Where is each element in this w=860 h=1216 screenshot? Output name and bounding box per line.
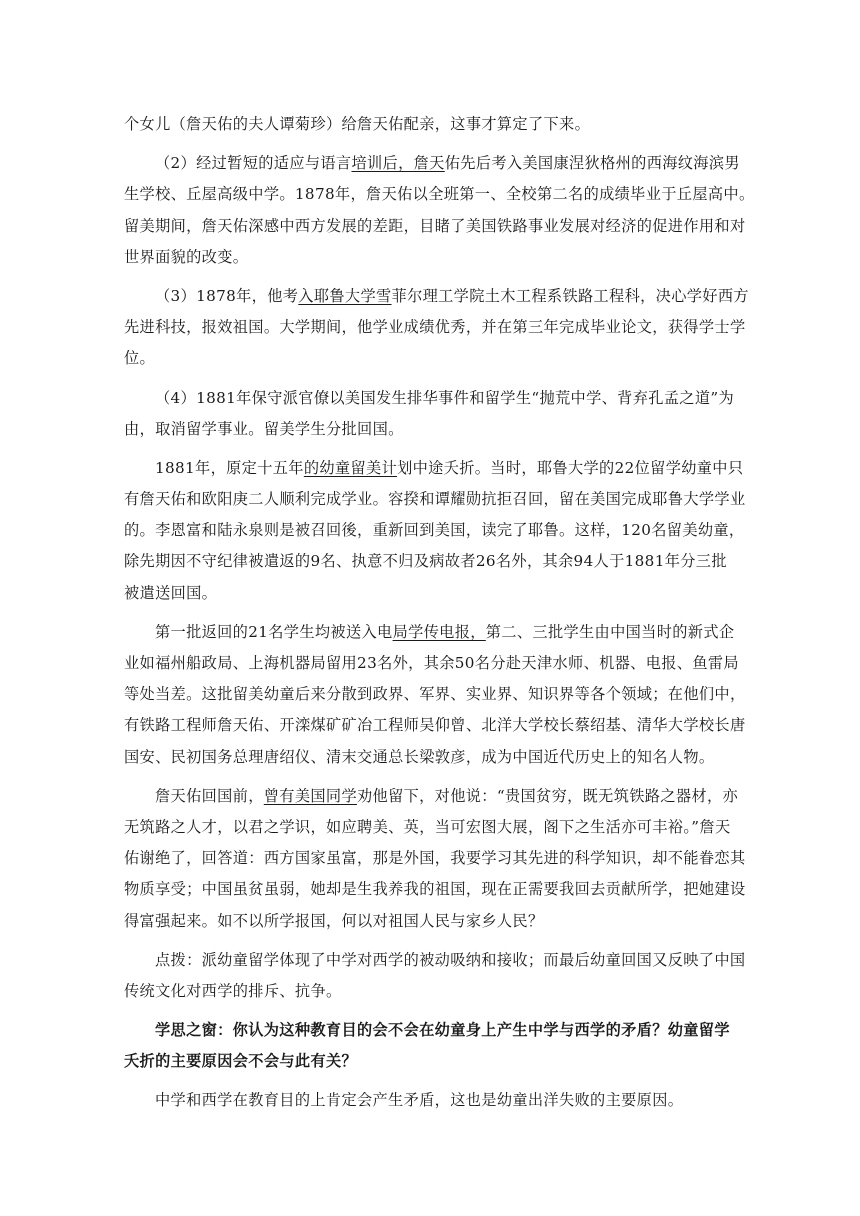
text-run: 菲尔理工学院土木工程系铁路工程科，决心学好西方 — [391, 286, 749, 305]
paragraph-line — [124, 781, 742, 812]
text-run: 的。李恩富和陆永泉则是被召回後，重新回到美国，读完了耶鲁。这样，120名留美幼童， — [124, 521, 745, 540]
paragraph-line — [124, 710, 746, 741]
paragraph-line — [124, 414, 742, 445]
text-run: （2）经过暂短的适应与语言 — [155, 154, 352, 173]
paragraph-line — [124, 945, 746, 976]
text-run: 国安、民初国务总理唐绍仪、清末交通总长梁敦彦，成为中国近代历史上的知名人物。 — [124, 747, 715, 766]
text-run: 被遣送回国。 — [124, 583, 218, 602]
underlined-text: 入耶鲁大学雪 — [298, 286, 392, 305]
text-run: 点拨：派幼童留学体现了中学对西学的被动吸纳和接收；而最后幼童回国又反映了中国 — [155, 950, 746, 969]
text-run: 有詹天佑和欧阳庚二人顺利完成学业。容揆和谭耀勋抗拒召回，留在美国完成耶鲁大学学业 — [124, 490, 746, 509]
underlined-text: 局学传电报， — [392, 622, 486, 641]
paragraph-line — [124, 976, 742, 1007]
paragraph-line — [124, 242, 742, 273]
paragraph-line — [124, 179, 755, 210]
underlined-text: 曾有美国同学 — [263, 786, 357, 805]
paragraph-line — [124, 484, 746, 515]
paragraph-line — [124, 648, 742, 679]
paragraph-line — [124, 211, 746, 242]
text-run: （4）1881年保守派官僚以美国发生排华事件和留学生“抛荒中学、背弃孔孟之道”为 — [155, 388, 735, 407]
text-run: 传统文化对西学的排斥、抗争。 — [124, 981, 342, 1000]
text-run: 佑先后考入美国康涅狄格州的西海纹海滨男 — [444, 154, 740, 173]
text-run: 1881年，原定十五年 — [155, 458, 304, 477]
paragraph-line — [124, 453, 742, 484]
text-run: 学思之窗：你认为这种教育目的会不会在幼童身上产生中学与西学的矛盾？幼童留学 — [155, 1021, 730, 1040]
text-run: 有铁路工程师詹天佑、开滦煤矿矿冶工程师吴仰曾、北洋大学校长蔡绍基、清华大学校长唐 — [124, 716, 746, 735]
paragraph-line — [124, 874, 746, 905]
paragraph-line — [124, 343, 742, 374]
text-run: 除先期因不守纪律被遣返的9名、执意不归及病故者26名外，其余94人于1881年分三批 — [124, 552, 727, 571]
text-run: 生学校、丘屋高级中学。1878年，詹天佑以全班第一、全校第二名的成绩毕业于丘屋高中。 — [124, 185, 755, 204]
text-run: 第二、三批学生由中国当时的新式企 — [485, 622, 735, 641]
paragraph-line — [124, 617, 742, 648]
paragraph-line — [124, 1085, 742, 1116]
underlined-text: 的幼童留美计 — [303, 458, 398, 477]
text-run: 第一批返回的21名学生均被送入电 — [155, 622, 393, 641]
paragraph-line — [124, 515, 745, 546]
paragraph-line — [124, 906, 742, 937]
text-run: 世界面貌的改变。 — [124, 247, 249, 266]
question-heading — [124, 1015, 742, 1046]
text-run: 夭折的主要原因会不会与此有关？ — [124, 1052, 358, 1071]
paragraph-line — [124, 312, 746, 343]
text-run: 先进科技，报效祖国。大学期间，他学业成绩优秀，并在第三年完成毕业论文，获得学士学 — [124, 318, 746, 337]
text-run: （3）1878年，他考 — [155, 286, 299, 305]
text-run: 詹天佑回国前， — [155, 786, 264, 805]
paragraph-line — [124, 281, 749, 312]
text-run: 佑谢绝了，回答道：西方国家虽富，那是外国，我要学习其先进的科学知识，却不能眷恋其 — [124, 849, 746, 868]
text-run: 划中途夭折。当时，耶鲁大学的22位留学幼童中只 — [397, 458, 744, 477]
underlined-text: 培训后，詹天 — [351, 154, 445, 173]
text-run: 等处当差。这批留美幼童后来分散到政界、军界、实业界、知识界等各个领域；在他们中， — [124, 685, 746, 704]
paragraph-line — [124, 148, 742, 179]
text-run: 业如福州船政局、上海机器局留用23名外，其余50名分赴天津水师、机器、电报、鱼雷局 — [124, 654, 739, 672]
text-run: 由，取消留学事业。留美学生分批回国。 — [124, 419, 404, 438]
paragraph-line — [124, 812, 742, 843]
paragraph-line — [124, 109, 742, 140]
text-run: 个女儿（詹天佑的夫人谭菊珍）给詹天佑配亲，这事才算定了下来。 — [124, 115, 591, 133]
paragraph-line — [124, 742, 742, 773]
text-run: 劝他留下，对他说：“贵国贫穷，既无筑铁路之器材，亦 — [357, 786, 739, 805]
text-run: 得富强起来。如不以所学报国，何以对祖国人民与家乡人民？ — [124, 911, 544, 930]
text-run: 无筑路之人才，以君之学识，如应聘美、英，当可宏图大展，阁下之生活亦可丰裕。”詹天 — [124, 817, 731, 836]
text-run: 留美期间，詹天佑深感中西方发展的差距，目睹了美国铁路事业发展对经济的促进作用和对 — [124, 216, 746, 235]
paragraph-line — [124, 843, 746, 874]
paragraph-line — [124, 578, 742, 609]
text-run: 物质享受；中国虽贫虽弱，她却是生我养我的祖国，现在正需要我回去贡献所学，把她建设 — [124, 880, 746, 899]
paragraph-line — [124, 679, 746, 710]
question-heading — [124, 1046, 742, 1077]
paragraph-line — [124, 383, 742, 414]
paragraph-line — [124, 546, 742, 577]
text-run: 位。 — [124, 349, 156, 368]
text-run: 中学和西学在教育目的上肯定会产生矛盾，这也是幼童出洋失败的主要原因。 — [155, 1091, 684, 1110]
